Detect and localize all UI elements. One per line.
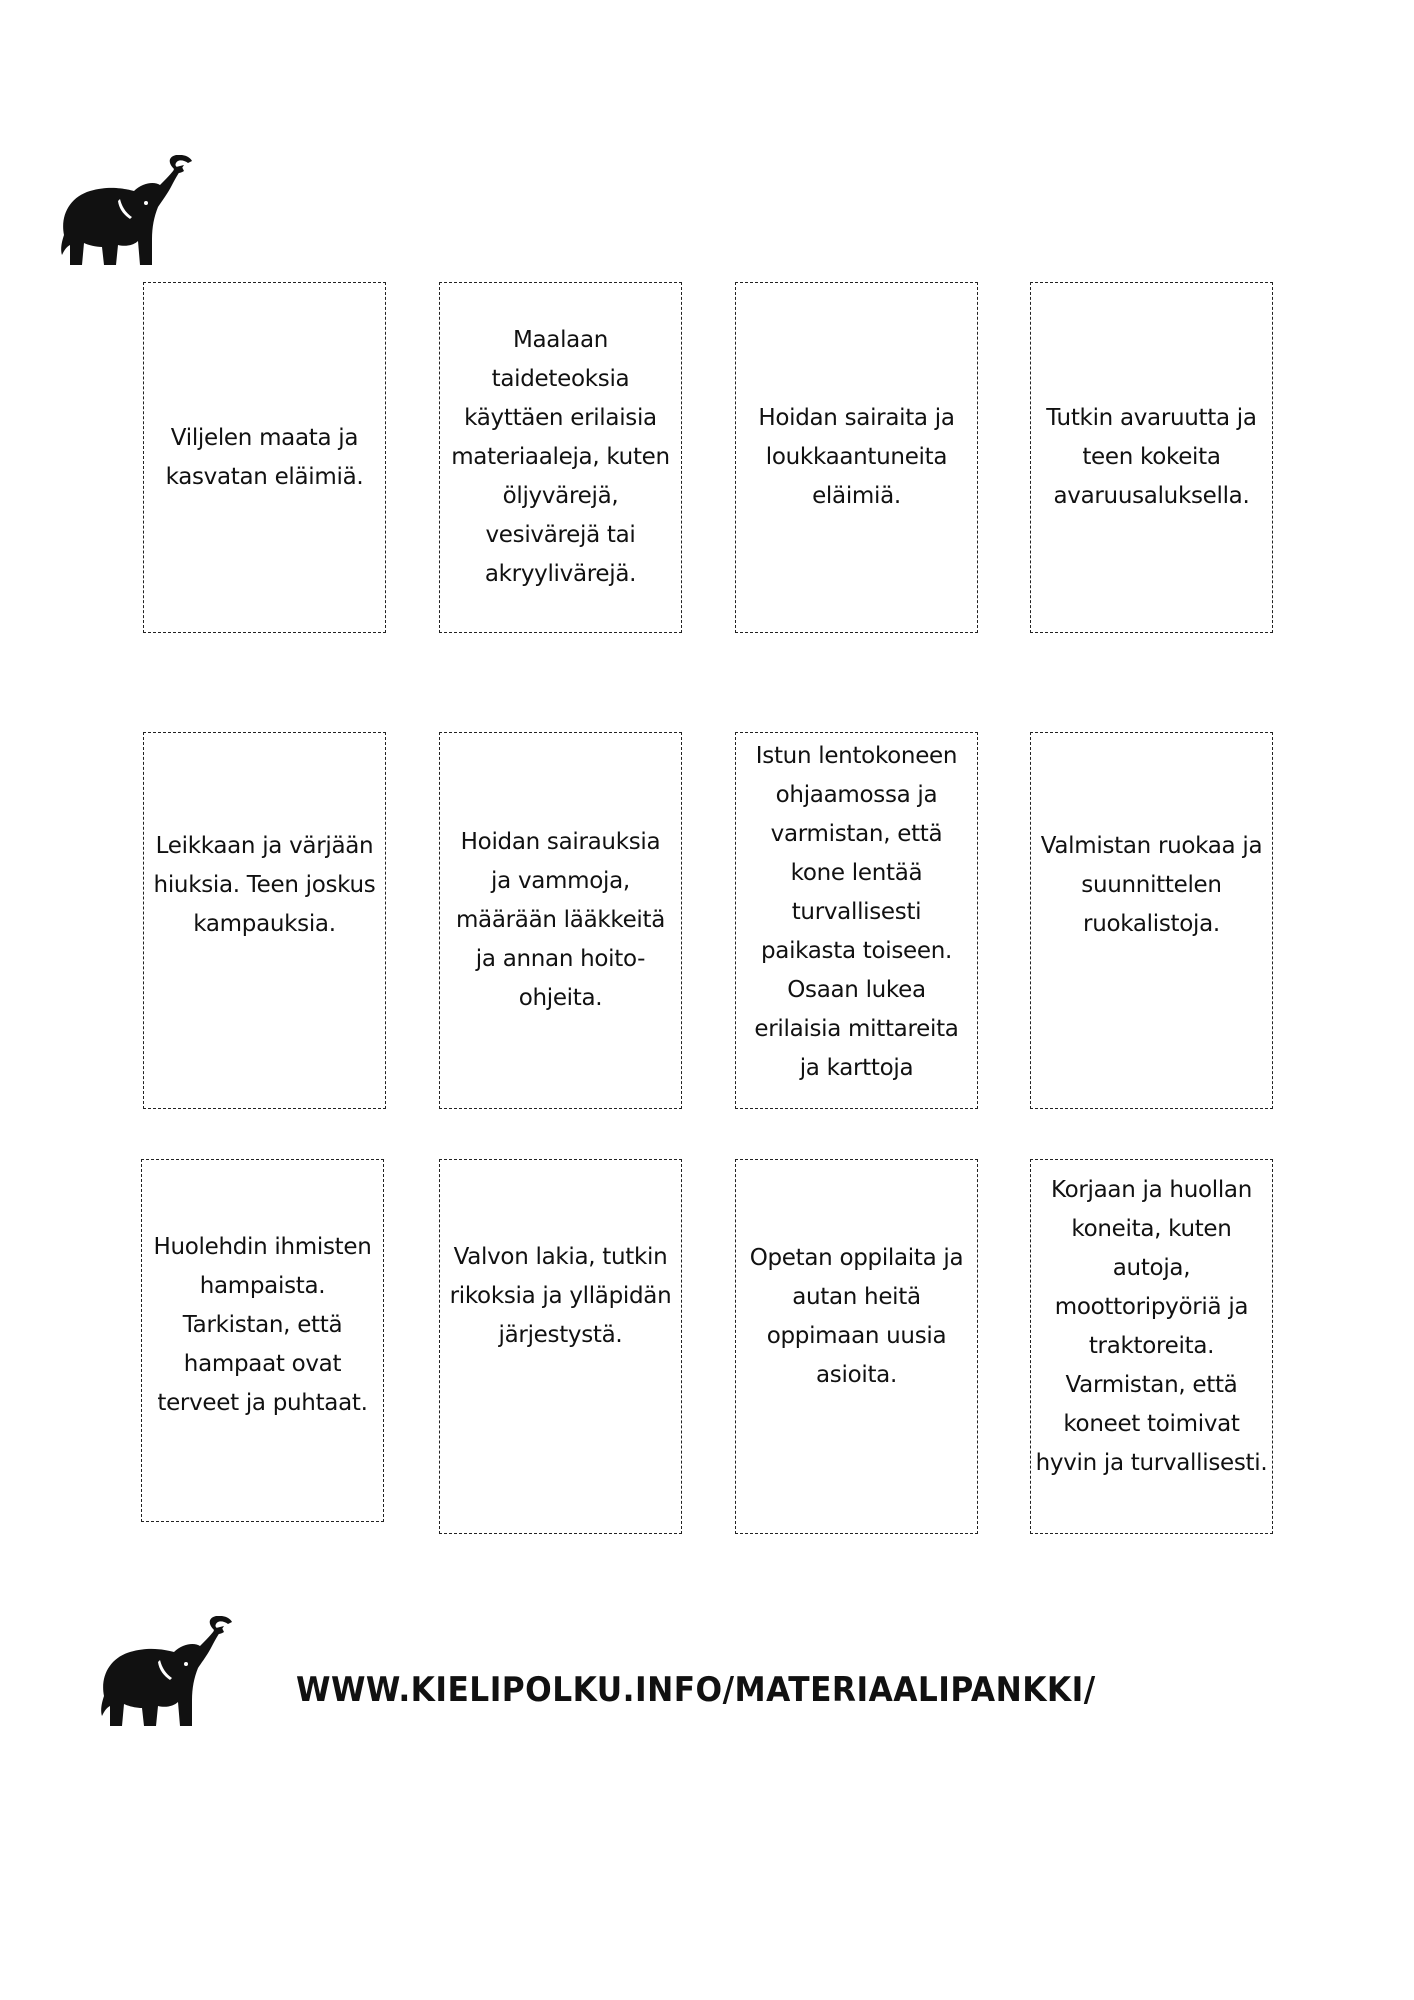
job-card bbox=[735, 732, 978, 1109]
card-text: Leikkaan ja värjään hiuksia. Teen joskus kampauksia. bbox=[153, 833, 376, 937]
elephant-icon bbox=[56, 155, 196, 270]
footer-url: WWW.KIELIPOLKU.INFO/MATERIAALIPANKKI/ bbox=[296, 1670, 1096, 1710]
card-text: Maalaan taideteoksia käyttäen erilaisia materiaaleja, kuten öljyvärejä, vesivärejä tai akryylivärejä. bbox=[451, 327, 670, 587]
card-text: Opetan oppilaita ja autan heitä oppimaan uusia asioita. bbox=[749, 1244, 964, 1388]
elephant-icon bbox=[96, 1616, 236, 1731]
elephant-logo-top bbox=[56, 155, 196, 270]
card-text: Hoidan sairaita ja loukkaantuneita eläimiä. bbox=[758, 405, 955, 509]
job-card bbox=[439, 732, 682, 1109]
elephant-logo-bottom bbox=[96, 1616, 236, 1731]
card-text: Huolehdin ihmisten hampaista. Tarkistan, että hampaat ovat terveet ja puhtaat. bbox=[153, 1234, 372, 1416]
card-text: Korjaan ja huollan koneita, kuten autoja, moottoripyöriä ja traktoreita. Varmistan, että koneet toimivat hyvin ja turvallisesti. bbox=[1035, 1176, 1268, 1476]
job-card bbox=[143, 282, 386, 633]
job-card bbox=[1030, 1159, 1273, 1534]
job-card bbox=[735, 1159, 978, 1534]
job-card bbox=[735, 282, 978, 633]
card-text: Tutkin avaruutta ja teen kokeita avaruusaluksella. bbox=[1046, 405, 1257, 509]
job-card bbox=[1030, 282, 1273, 633]
job-card bbox=[143, 732, 386, 1109]
job-card bbox=[1030, 732, 1273, 1109]
card-text: Valmistan ruokaa ja suunnittelen ruokalistoja. bbox=[1040, 833, 1263, 937]
card-text: Valvon lakia, tutkin rikoksia ja ylläpidän järjestystä. bbox=[449, 1244, 672, 1348]
card-text: Hoidan sairauksia ja vammoja, määrään lääkkeitä ja annan hoito- ohjeita. bbox=[455, 829, 666, 1011]
job-card bbox=[439, 282, 682, 633]
card-text: Viljelen maata ja kasvatan eläimiä. bbox=[165, 424, 364, 490]
job-card bbox=[439, 1159, 682, 1534]
card-text: Istun lentokoneen ohjaamossa ja varmistan, että kone lentää turvallisesti paikasta toiseen. Osaan lukea erilaisia mittareita ja karttoja bbox=[754, 743, 959, 1081]
job-card bbox=[141, 1159, 384, 1522]
